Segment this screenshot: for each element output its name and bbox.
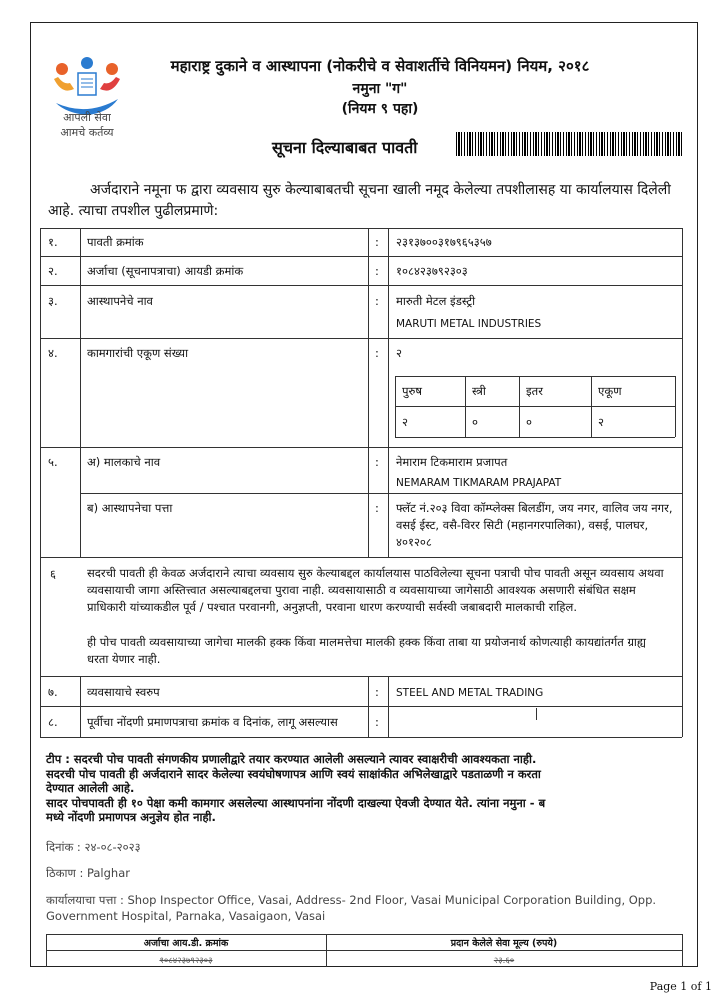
fee-header-application-id: अर्जाचा आय.डी. क्रमांक: [143, 938, 229, 949]
table-line: [80, 493, 682, 494]
rule-reference: (नियम ९ पहा): [341, 101, 419, 117]
table-line: [40, 256, 682, 257]
issue-date: दिनांक : २४-०८-२०२३: [46, 840, 141, 854]
table-line: [682, 228, 683, 737]
intro-paragraph: अर्जदाराने नमूना फ द्वारा व्यवसाय सुरु केल्याबाबतची सूचना खाली नमूद केलेल्या तपशीलासह या कार्यालयास दिलेली आहे. त्याचा तपशील पुढीलप्रमाणे:: [48, 182, 671, 219]
owner-name-label: अ) मालकाचे नाव: [87, 455, 161, 469]
business-nature-label: व्यवसायाचे स्वरुप: [87, 685, 160, 699]
row-3-number: ३.: [48, 294, 58, 308]
table-line: [40, 228, 41, 737]
business-nature-value: STEEL AND METAL TRADING: [396, 687, 544, 699]
establishment-address-label: ब) आस्थापनेचा पत्ता: [87, 501, 173, 515]
colon: :: [375, 501, 379, 515]
barcode: [456, 132, 682, 156]
table-line: [80, 228, 81, 557]
subtable-line: [395, 376, 396, 437]
subtable-line: [591, 376, 592, 437]
logo-caption-2: आमचे कर्तव्य: [60, 126, 114, 139]
table-line: [388, 676, 389, 737]
receipt-number-value: २३१३७००३१७९६५३५७: [396, 235, 492, 249]
row-6-number: ६: [50, 567, 56, 581]
office-address: कार्यालयाचा पत्ता : Shop Inspector Office, Vasai, Address- 2nd Floor, Vasai Municipal Corporation Building, Opp. Government Hospital, Parnaka, Vasaigaon, Vasai: [46, 893, 657, 923]
fee-table-line: [46, 934, 682, 935]
fee-table-line: [682, 934, 683, 967]
table-line: [40, 706, 682, 707]
colon: :: [375, 685, 379, 699]
previous-registration-label: पूर्वीचा नोंदणी प्रमाणपत्राचा क्रमांक व दिनांक, लागू असल्यास: [87, 715, 338, 729]
note-line-1: टीप : सदरची पोच पावती संगणकीय प्रणालीद्वारे तयार करण्यात आलेली असल्याने त्यावर स्वाक्षरीची आवश्यकता नाही.: [46, 752, 537, 766]
subtable-line: [465, 376, 466, 437]
fee-value-application-id: १०८४२३७९२३०३: [159, 956, 213, 966]
table-line: [368, 228, 369, 557]
establishment-name-english: MARUTI METAL INDUSTRIES: [396, 318, 542, 330]
total-workers-value: २: [396, 346, 402, 360]
workers-value-female: ०: [472, 415, 478, 429]
disclaimer-text-2: ही पोच पावती व्यवसायाच्या जागेचा मालकी हक्क किंवा मालमत्तेचा मालकी हक्क किंवा ताबा या प्रयोजनार्थ कोणत्याही कायद्यांतर्गत ग्राह्य धरता येणार नाही.: [87, 635, 646, 666]
row-7-number: ७.: [48, 685, 58, 699]
workers-header-male: पुरुष: [402, 384, 423, 398]
table-line: [368, 676, 369, 737]
colon: :: [375, 715, 379, 729]
fee-header-service-charge: प्रदान केलेले सेवा मूल्य (रुपये): [450, 938, 558, 949]
establishment-address-value: फ्लॅट नं.२०३ विवा कॉम्प्लेक्स बिलडींग, जय नगर, वालिव जय नगर, वसई ईस्ट, वसै-विरर सिटी (महानगरपालिका), वसई, पालघर, ४०१२०८: [396, 501, 673, 549]
colon: :: [375, 346, 379, 360]
fee-table-line: [46, 950, 682, 951]
workers-header-female: स्त्री: [472, 384, 486, 398]
subtable-line: [675, 376, 676, 437]
colon: :: [375, 235, 379, 249]
subtable-line: [395, 376, 675, 377]
colon: :: [375, 455, 379, 469]
application-id-label: अर्जाचा (सूचनापत्राचा) आयडी क्रमांक: [87, 264, 244, 278]
table-line: [40, 447, 682, 448]
page-frame: [30, 22, 698, 967]
document-title: सूचना दिल्याबाबत पावती: [272, 138, 418, 157]
workers-header-total: एकूण: [598, 384, 622, 398]
disclaimer-text: सदरची पावती ही केवळ अर्जदाराने त्याचा व्यवसाय सुरु केल्याबद्दल कार्यालयास पाठविलेल्या सूचना पत्राची पोच पावती असून व्यवसाय अथवा व्यवसायाची जागा अस्तित्त्वात असल्याबद्दलचा पुरावा नाही. व्यवसायासाठी व व्यवसायाच्या जागेसाठी आवश्यक असणारी संबंधित सक्षम प्राधिकारी यांच्याकडील पूर्व / पश्चात परवानगी, अनुज्ञप्ती, परवाना धारण करण्याची सर्वस्वी जबाबदारी मालकाची राहिल.: [87, 566, 664, 614]
note-line-2: सदरची पोच पावती ही अर्जदाराने सादर केलेल्या स्वयंघोषणापत्र आणि स्वयं साक्षांकीत अभिलेखाद्वारे पडताळणी न करता: [46, 766, 541, 781]
row-8-number: ८.: [48, 715, 58, 729]
note-line-3: देण्यात आलेली आहे.: [46, 781, 135, 795]
colon: :: [375, 264, 379, 278]
application-id-value: १०८४२३७९२३०३: [396, 264, 468, 278]
subtable-line: [395, 437, 675, 438]
table-line: [388, 228, 389, 557]
table-line: [80, 676, 81, 737]
table-line: [40, 228, 682, 229]
note-block: [46, 752, 686, 825]
subtable-line: [395, 406, 675, 407]
colon: :: [375, 294, 379, 308]
note-line-4: सादर पोचपावती ही १० पेक्षा कमी कामगार असलेल्या आस्थापनांना नोंदणी दाखल्या ऐवजी देण्यात येते. त्यांना नमुना - ब: [46, 795, 546, 810]
establishment-name-label: आस्थापनेचे नाव: [87, 294, 153, 308]
table-line: [40, 338, 682, 339]
establishment-name-value: मारुती मेटल इंडस्ट्री: [396, 294, 476, 308]
table-line: [40, 737, 682, 738]
note-line-5: मध्ये नोंदणी प्रमाणपत्र अनुज्ञेय होत नाही.: [46, 810, 216, 824]
receipt-number-label: पावती क्रमांक: [87, 235, 144, 249]
act-title: महाराष्ट्र दुकाने व आस्थापना (नोकरीचे व सेवाशर्तीचे विनियमन) नियम, २०१८: [170, 57, 590, 75]
logo-caption-1: आपली सेवा: [63, 111, 111, 124]
fee-value-service-charge: २३.६०: [493, 956, 515, 966]
row-5-number: ५.: [48, 455, 58, 469]
workers-value-total: २: [598, 415, 604, 429]
workers-value-male: २: [402, 415, 408, 429]
table-line: [40, 285, 682, 286]
form-name: नमुना "ग": [352, 81, 408, 97]
owner-name-value: नेमाराम टिकमाराम प्रजापत: [396, 455, 508, 469]
owner-name-english: NEMARAM TIKMARAM PRAJAPAT: [396, 477, 562, 489]
subtable-line: [519, 376, 520, 437]
table-line: [40, 557, 682, 558]
workers-value-other: ०: [526, 415, 532, 429]
page-number: Page 1 of 1: [649, 980, 712, 993]
text-cursor-mark: [536, 708, 537, 720]
row-2-number: २.: [48, 264, 58, 278]
table-line: [40, 676, 682, 677]
total-workers-label: कामगारांची एकूण संख्या: [87, 346, 189, 360]
row-4-number: ४.: [48, 346, 58, 360]
place: ठिकाण : Palghar: [46, 866, 130, 880]
workers-header-other: इतर: [526, 384, 543, 398]
row-1-number: १.: [48, 235, 58, 249]
